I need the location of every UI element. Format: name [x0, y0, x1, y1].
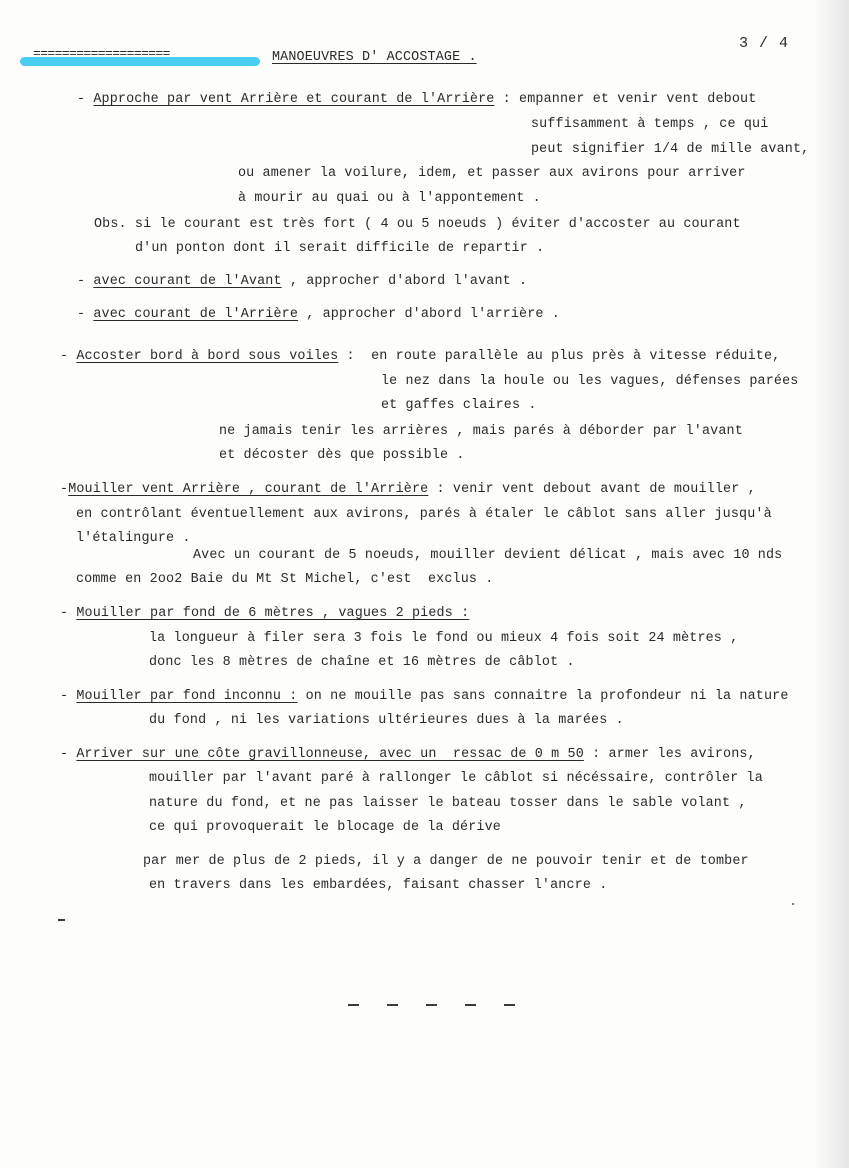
- mouiller-vent-line-1: [60, 482, 756, 498]
- approche-line-5: à mourir au quai ou à l'appontement .: [238, 191, 541, 206]
- bullet-dash: -: [60, 482, 69, 497]
- bullet-dash: -: [60, 747, 77, 762]
- end-dash: [348, 1004, 359, 1006]
- mouiller-vent-line-4: Avec un courant de 5 noeuds, mouiller devient délicat , mais avec 10 nds: [193, 548, 783, 563]
- mouiller-vent-line-5: comme en 2oo2 Baie du Mt St Michel, c'est exclus .: [76, 572, 494, 587]
- page-number: 3 / 4: [739, 35, 790, 52]
- gravillonneuse-line-1: [60, 747, 756, 763]
- approche-line-1-rest: : empanner et venir vent debout: [494, 92, 757, 107]
- scan-edge-shadow: [813, 0, 849, 1168]
- gravillonneuse-line-2: mouiller par l'avant paré à rallonger le câblot si nécéssaire, contrôler la: [149, 771, 763, 786]
- gravillonneuse-line-1-rest: : armer les avirons,: [583, 747, 756, 762]
- stray-ink-dot: [792, 903, 794, 905]
- lone-dash-mark: [58, 919, 65, 921]
- fond-inconnu-line-2: du fond , ni les variations ultérieures dues à la marées .: [149, 713, 624, 728]
- approche-line-3: peut signifier 1/4 de mille avant,: [531, 142, 810, 157]
- bullet-dash: -: [77, 92, 94, 107]
- bullet-dash: -: [60, 689, 77, 704]
- fond-6m-line-2: la longueur à filer sera 3 fois le fond ou mieux 4 fois soit 24 mètres ,: [149, 631, 739, 646]
- gravillonneuse-line-4: ce qui provoquerait le blocage de la dérive: [149, 820, 501, 835]
- approche-obs-line-1: Obs. si le courant est très fort ( 4 ou 5 noeuds ) éviter d'accoster au courant: [94, 217, 741, 232]
- gravillonneuse-line-3: nature du fond, et ne pas laisser le bateau tosser dans le sable volant ,: [149, 796, 747, 811]
- courant-arriere-line: [77, 307, 560, 323]
- gravillonneuse-line-6: en travers dans les embardées, faisant chasser l'ancre .: [149, 878, 608, 893]
- end-dash: [465, 1004, 476, 1006]
- approche-heading: Approche par vent Arrière et courant de l'Arrière: [93, 92, 495, 107]
- bord-a-bord-line-1-rest: : en route parallèle au plus près à vitesse réduite,: [338, 349, 781, 364]
- bullet-dash: -: [60, 349, 77, 364]
- document-title: MANOEUVRES D' ACCOSTAGE .: [272, 50, 477, 65]
- bord-a-bord-line-2: le nez dans la houle ou les vagues, défenses parées: [381, 374, 799, 389]
- approche-obs-line-2: d'un ponton dont il serait difficile de repartir .: [135, 241, 545, 256]
- mouiller-vent-heading: Mouiller vent Arrière , courant de l'Arrière: [68, 482, 429, 497]
- bord-a-bord-line-3: et gaffes claires .: [381, 398, 537, 413]
- courant-avant-heading: avec courant de l'Avant: [93, 274, 282, 289]
- bord-a-bord-heading: Accoster bord à bord sous voiles: [76, 349, 339, 364]
- bord-a-bord-line-4: ne jamais tenir les arrières , mais parés à déborder par l'avant: [219, 424, 743, 439]
- approche-line-1: [77, 92, 756, 108]
- end-dash: [504, 1004, 515, 1006]
- mouiller-vent-line-2: en contrôlant éventuellement aux avirons, parés à étaler le câblot sans aller jusqu'à: [76, 507, 772, 522]
- courant-avant-line: [77, 274, 527, 290]
- mouiller-vent-line-3: l'étalingure .: [76, 531, 191, 546]
- bullet-dash: -: [60, 606, 77, 621]
- bullet-dash: -: [77, 274, 94, 289]
- gravillonneuse-line-5: par mer de plus de 2 pieds, il y a danger de ne pouvoir tenir et de tomber: [143, 854, 749, 869]
- end-dash: [387, 1004, 398, 1006]
- courant-avant-rest: , approcher d'abord l'avant .: [281, 274, 528, 289]
- bord-a-bord-line-1: [60, 349, 780, 365]
- end-of-page-dashes: [348, 1004, 515, 1006]
- mouiller-vent-line-1-rest: : venir vent debout avant de mouiller ,: [428, 482, 756, 497]
- fond-inconnu-heading: Mouiller par fond inconnu :: [76, 689, 298, 704]
- approche-line-2: suffisamment à temps , ce qui: [531, 117, 769, 132]
- fond-6m-line-3: donc les 8 mètres de chaîne et 16 mètres de câblot .: [149, 655, 575, 670]
- fond-6m-heading: Mouiller par fond de 6 mètres , vagues 2 pieds :: [76, 606, 470, 621]
- fond-inconnu-rest: on ne mouille pas sans connaitre la profondeur ni la nature: [297, 689, 789, 704]
- header-equals-rule: ===================: [33, 46, 170, 61]
- courant-arriere-rest: , approcher d'abord l'arrière .: [298, 307, 560, 322]
- courant-arriere-heading: avec courant de l'Arrière: [93, 307, 299, 322]
- fond-inconnu-line-1: [60, 689, 789, 705]
- bullet-dash: -: [77, 307, 94, 322]
- gravillonneuse-heading: Arriver sur une côte gravillonneuse, avec un ressac de 0 m 50: [76, 747, 584, 762]
- end-dash: [426, 1004, 437, 1006]
- bord-a-bord-line-5: et décoster dès que possible .: [219, 448, 465, 463]
- approche-line-4: ou amener la voilure, idem, et passer aux avirons pour arriver: [238, 166, 746, 181]
- fond-6m-line-1: [60, 606, 469, 622]
